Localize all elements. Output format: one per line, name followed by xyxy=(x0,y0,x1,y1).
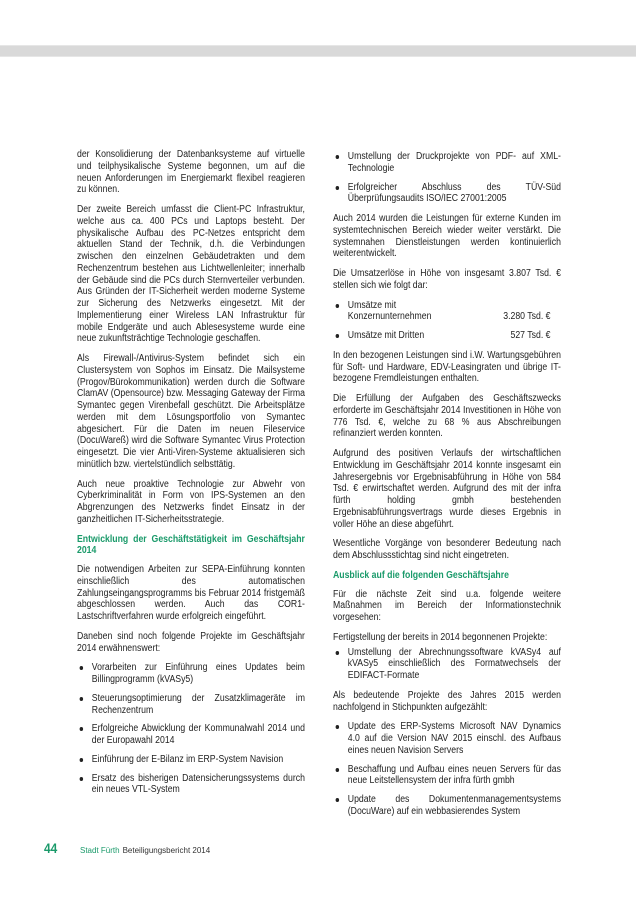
paragraph: Auch neue proaktive Technologie zur Abwehr von Cyberkriminalität in Form von IPS-Systemen an den Abgrenzungen des Netzwerks findet Einsatz in der ganzheitlichen IT-Sicherheitsstrategie. xyxy=(77,478,305,525)
list-item: Umstellung der Abrechnungssoftware kVASy4 auf kVASy5 einschließlich des Formatwechsels der EDIFACT-Formate xyxy=(333,647,561,682)
paragraph: Fertigstellung der bereits in 2014 begonnenen Projekte: xyxy=(333,631,548,643)
header-band xyxy=(0,45,636,57)
paragraph: Daneben sind noch folgende Projekte im Geschäftsjahr 2014 erwähnenswert: xyxy=(77,630,305,654)
list-item: Beschaffung und Aufbau eines neuen Servers für das neue Leitstellensystem der infra fürth gmbh xyxy=(333,764,561,788)
list-item: Umstellung der Druckprojekte von PDF- auf XML-Technologie xyxy=(333,151,561,175)
paragraph: Als bedeutende Projekte des Jahres 2015 werden nachfolgend in Stichpunkten aufgezählt: xyxy=(333,689,561,713)
paragraph: Für die nächste Zeit sind u.a. folgende weitere Maßnahmen im Bereich der Informationstechnik vorgesehen: xyxy=(333,588,561,623)
paragraph: Die notwendigen Arbeiten zur SEPA-Einführung konnten einschließlich des automatischen Zahlungseingangsprogramms bis Februar 2014 fristgemäß abgeschlossen werden. Auch das COR1-Lastschriftverfahren wurde erfolgreich eingeführt. xyxy=(77,564,305,622)
list-item: Ersatz des bisherigen Datensicherungssystems durch ein neues VTL-System xyxy=(77,773,305,797)
paragraph: Der zweite Bereich umfasst die Client-PC Infrastruktur, welche aus ca. 400 PCs und Laptops besteht. Der physikalische Aufbau des PC-Netzes entspricht dem aktuellen Stand der Technik, d.h. die Verbindungen zwischen den einzelnen Gebäudetrakten und dem Rechenzentrum bestehen aus Lichtwellenleiter; innerhalb der Gebäude sind die PCs durch Sternverteiler verbunden. Aus Gründen der IT-Sicherheit werden moderne Systeme zur Sicherung des Netzwerks eingesetzt. Mit der Implementierung einer Wireless LAN Infrastruktur für mobile Endgeräte und auch Ablesesysteme wurde eine neue zukunftsträchtige Technologie geschaffen. xyxy=(77,204,305,345)
revenue-label: Umsätze mit Dritten xyxy=(347,330,425,341)
paragraph: der Konsolidierung der Datenbanksysteme auf virtuelle und teilphysikalische Systeme begonnen, um auf die neuen Anforderungen im Energiemarkt flexibel reagieren zu können. xyxy=(77,149,305,196)
page-number: 44 xyxy=(44,840,58,856)
paragraph: Auch 2014 wurden die Leistungen für externe Kunden im systemtechnischen Bereich wieder weiter verstärkt. Die systemnahen Dienstleistungen werden kontinuierlich weiterentwickelt. xyxy=(333,213,561,260)
list-item: Vorarbeiten zur Einführung eines Updates beim Billingprogramm (kVASy5) xyxy=(77,662,305,686)
revenue-label: Umsätze mit Konzernunternehmen xyxy=(347,299,432,323)
list-item: Einführung der E-Bilanz im ERP-System Navision xyxy=(77,754,305,766)
revenue-value: 3.280 Tsd. € xyxy=(503,311,551,323)
footer-report-title: Beteiligungsbericht 2014 xyxy=(122,846,211,855)
bullet-list xyxy=(333,151,561,205)
page-footer xyxy=(44,840,210,856)
paragraph: In den bezogenen Leistungen sind i.W. Wartungsgebühren für Soft- und Hardware, EDV-Leasingraten und übrige IT-bezogene Fremdleistungen enthalten. xyxy=(333,349,561,385)
paragraph: Wesentliche Vorgänge von besonderer Bedeutung nach dem Abschlussstichtag sind nicht eingetreten. xyxy=(333,538,561,561)
list-item: Steuerungsoptimierung der Zusatzklimageräte im Rechenzentrum xyxy=(77,693,305,717)
list-item: Update des ERP-Systems Microsoft NAV Dynamics 4.0 auf die Version NAV 2015 einschl. des Aufbaus eines neuen Navision Servers xyxy=(333,721,561,756)
bullet-list xyxy=(77,662,305,796)
left-column xyxy=(77,149,305,804)
paragraph: Die Erfüllung der Aufgaben des Geschäftszwecks erforderte im Geschäftsjahr 2014 Investitionen in Höhe von 776 Tsd. €, welche zu 68 % aus Abschreibungen refinanziert werden konnten. xyxy=(333,393,561,440)
revenue-item xyxy=(333,300,561,324)
bullet-list xyxy=(333,721,561,817)
list-item: Erfolgreiche Abwicklung der Kommunalwahl 2014 und der Europawahl 2014 xyxy=(77,723,305,747)
revenue-value: 527 Tsd. € xyxy=(510,330,551,341)
bullet-list xyxy=(333,647,561,682)
paragraph: Als Firewall-/Antivirus-System befindet sich ein Clustersystem von Sophos im Einsatz. Die Mailsysteme (Progov/Bürokommunikation) werden durch die Software ClamAV (Opensource) bzw. Messaging Gateway der Firma Symantec gegen Virenbefall geschützt. Die Arbeitsplätze werden mit dem Lösungsportfolio von Symantec abgesichert. Für die Daten im neuen Fileservice (DocuWareß) wird die Software Symantec Virus Protection eingesetzt. Die vier Anti-Viren-Systeme aktualisieren sich minütlich bzw. viertelstündlich selbsttätig. xyxy=(77,353,305,470)
revenue-list xyxy=(333,300,561,342)
list-item: Erfolgreicher Abschluss des TÜV-Süd Überprüfungsaudits ISO/IEC 27001:2005 xyxy=(333,182,561,206)
section-heading: Entwicklung der Geschäftstätigkeit im Geschäftsjahr 2014 xyxy=(77,533,305,557)
revenue-item xyxy=(333,330,561,342)
paragraph: Die Umsatzerlöse in Höhe von insgesamt 3.807 Tsd. € stellen sich wie folgt dar: xyxy=(333,268,561,291)
footer-brand: Stadt Fürth xyxy=(80,846,120,855)
right-column xyxy=(333,151,561,826)
section-heading: Ausblick auf die folgenden Geschäftsjahre xyxy=(333,569,509,581)
paragraph: Aufgrund des positiven Verlaufs der wirtschaftlichen Entwicklung im Geschäftsjahr 2014 konnte insgesamt ein Jahresergebnis vor Ergebnisabführung in Höhe von 584 Tsd. € erwirtschaftet werden. Aufgrund des mit der infra fürth holding gmbh bestehenden Ergebnisabführungsvertrags wurde dieses Ergebnis in voller Höhe an diese abgeführt. xyxy=(333,448,561,530)
list-item: Update des Dokumentenmanagementsystems (DocuWare) auf ein webbasierendes System xyxy=(333,794,561,818)
